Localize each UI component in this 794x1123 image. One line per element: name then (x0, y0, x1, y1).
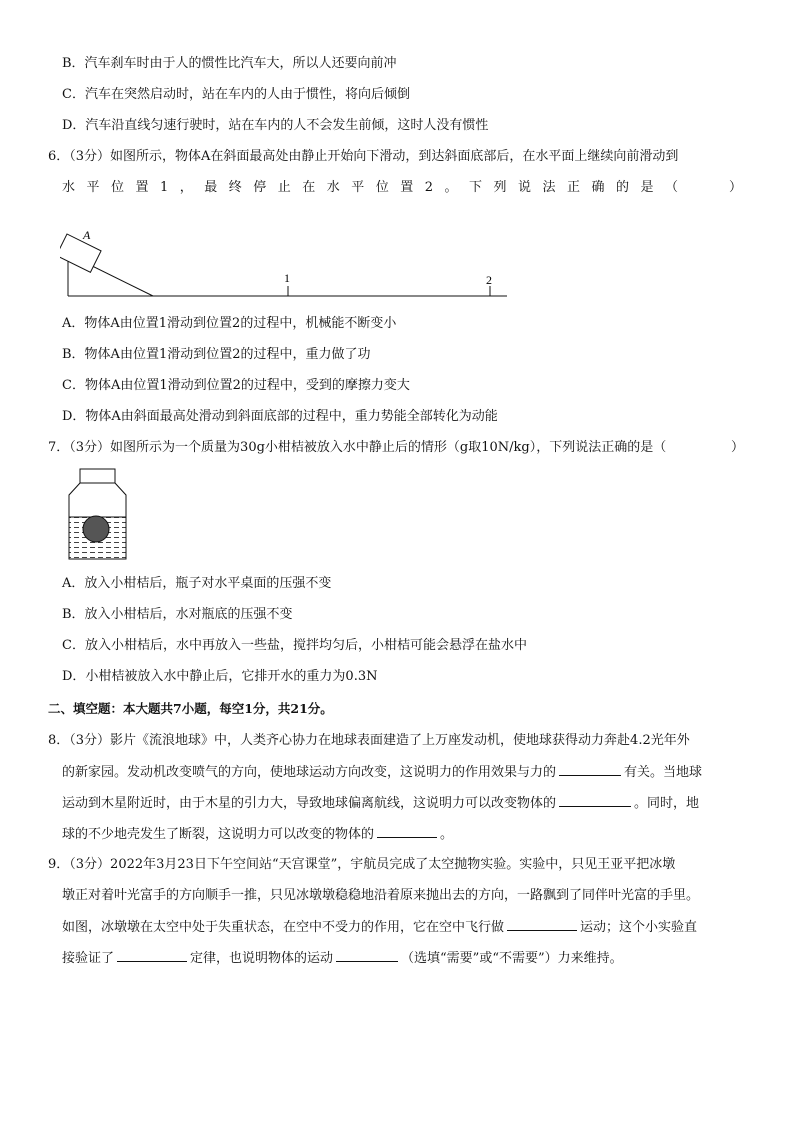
q6-stem-line1: 6．（3分）如图所示，物体A在斜面最高处由静止开始向下滑动，到达斜面底部后，在水平面上继续向前滑动到 (48, 149, 679, 164)
q7-option-d: D．小柑桔被放入水中静止后，它排开水的重力为0.3N (62, 669, 378, 684)
q7-answer-close: ） (730, 440, 744, 455)
q8-line4-b: 。 (440, 827, 454, 842)
q8-line2-a: 的新家园。发动机改变喷气的方向，使地球运动方向改变，这说明力的作用效果与力的 (62, 765, 557, 780)
q7-stem (48, 439, 744, 457)
section2-title: 二、填空题：本大题共7小题，每空1分，共21分。 (48, 701, 333, 716)
q9-blank-1[interactable] (507, 918, 577, 931)
q9-line4-b: 定律，也说明物体的运动 (190, 951, 334, 966)
q8-line3-a: 运动到木星附近时，由于木星的引力大，导致地球偏离航线，这说明力可以改变物体的 (62, 796, 557, 811)
q8-line2-b: 有关。当地球 (624, 765, 703, 780)
q6-figure (60, 212, 520, 304)
q6-stem-line2 (62, 179, 742, 197)
q8-line3-b: 。同时，地 (634, 796, 700, 811)
q9-line4-c: （选填“需要”或“不需要”）力来维持。 (401, 951, 623, 966)
tangerine (83, 516, 109, 542)
q9-line3-b: 运动；这个小实验直 (580, 920, 698, 935)
q6-option-c: C．物体A由位置1滑动到位置2的过程中，受到的摩擦力变大 (62, 378, 410, 393)
q8-line4-a: 球的不少地壳发生了断裂，这说明力可以改变的物体的 (62, 827, 375, 842)
q6-stem-line2-text: 水平位置1，最终停止在水平位置2。下列说法正确的是（ (62, 180, 690, 195)
q8-blank-3[interactable] (377, 825, 437, 838)
q9-line4-a: 接验证了 (62, 951, 115, 966)
q7-option-c: C．放入小柑桔后，水中再放入一些盐，搅拌均匀后，小柑桔可能会悬浮在盐水中 (62, 638, 527, 653)
q7-stem-text: 7．（3分）如图所示为一个质量为30g小柑桔被放入水中静止后的情形（g取10N/kg），下列说法正确的是（ (48, 440, 667, 455)
q9-line3 (62, 918, 697, 937)
q8-line4 (62, 825, 453, 844)
q6-option-b: B．物体A由位置1滑动到位置2的过程中，重力做了功 (62, 347, 371, 362)
q5-option-b: B．汽车刹车时由于人的惯性比汽车大，所以人还要向前冲 (62, 56, 397, 71)
q9-line3-a: 如图，冰墩墩在太空中处于失重状态，在空中不受力的作用，它在空中飞行做 (62, 920, 505, 935)
position-2-label: 2 (486, 273, 492, 287)
q8-blank-1[interactable] (559, 763, 621, 776)
q8-line1: 8．（3分）影片《流浪地球》中，人类齐心协力在地球表面建造了上万座发动机，使地球获得动力奔赴4.2光年外 (48, 733, 690, 748)
q9-blank-3[interactable] (336, 949, 398, 962)
q9-line4 (62, 949, 623, 968)
q9-blank-2[interactable] (117, 949, 187, 962)
q6-answer-close: ） (728, 180, 742, 195)
position-1-label: 1 (284, 271, 290, 285)
q8-line2 (62, 763, 702, 782)
q9-line1: 9．（3分）2022年3月23日下午空间站“天宫课堂”，宇航员完成了太空抛物实验。实验中，只见王亚平把冰墩 (48, 857, 676, 872)
q5-option-d: D．汽车沿直线匀速行驶时，站在车内的人不会发生前倾，这时人没有惯性 (62, 118, 489, 133)
q8-line3 (62, 794, 699, 813)
q6-option-d: D．物体A由斜面最高处滑动到斜面底部的过程中，重力势能全部转化为动能 (62, 409, 498, 424)
q6-option-a: A．物体A由位置1滑动到位置2的过程中，机械能不断变小 (62, 316, 397, 331)
q7-figure (66, 465, 130, 563)
q7-option-b: B．放入小柑桔后，水对瓶底的压强不变 (62, 607, 293, 622)
block-a-label: A (83, 228, 91, 242)
block-a (60, 234, 101, 272)
q8-blank-2[interactable] (559, 794, 631, 807)
q9-line2: 墩正对着叶光富手的方向顺手一推，只见冰墩墩稳稳地沿着原来抛出去的方向，一路飘到了同伴叶光富的手里。 (62, 888, 700, 903)
q7-option-a: A．放入小柑桔后，瓶子对水平桌面的压强不变 (62, 576, 332, 591)
q5-option-c: C．汽车在突然启动时，站在车内的人由于惯性，将向后倾倒 (62, 87, 410, 102)
